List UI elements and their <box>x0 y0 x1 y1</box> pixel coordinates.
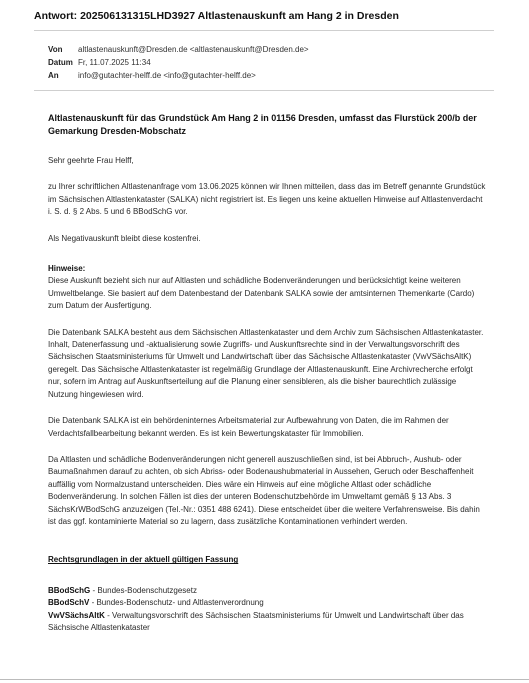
to-label: An <box>48 71 59 80</box>
law-text: - Bundes-Bodenschutzgesetz <box>90 585 197 595</box>
law-text: - Verwaltungsvorschrift des Sächsischen Staatsministeriums für Umwelt und Landwirtschaft über das Sächsische Altlastenkataster <box>48 610 464 632</box>
law-item <box>48 585 488 597</box>
from-label: Von <box>48 45 63 54</box>
from-row <box>48 45 309 54</box>
from-address[interactable]: altlastenauskunft@Dresden.de <altlastenauskunft@Dresden.de> <box>78 45 309 54</box>
header-divider <box>34 90 494 91</box>
to-address[interactable]: info@gutachter-helff.de <info@gutachter-helff.de> <box>78 71 256 80</box>
subject-divider <box>34 30 494 31</box>
paragraph-cost: Als Negativauskunft bleibt diese kostenfrei. <box>48 233 201 243</box>
date-label: Datum <box>48 58 73 67</box>
date-row <box>48 58 151 67</box>
email-body <box>48 112 488 634</box>
paragraph-salka: Die Datenbank SALKA besteht aus dem Sächsischen Altlastenkataster und dem Archiv zum Sächsischen Altlastenkataster. Inhalt, Datenerfassung und -aktualisierung sowie Zugriffs- und Auskunftsrechte sind in der Verwaltungsvorschrift des Sächsischen Staatsministeriums für Umwelt und Landwirtschaft über das Sächsische Altlastenkataster (VwVSächsAltK) geregelt. Das Sächsische Altlastenkataster ist regelmäßig Grundlage der Altlastenauskunft. Eine Archivrecherche erfolgt nur, sofern im Antrag auf Auskunftserteilung auf die Planung einer sensibleren, als die bisher baurechtlich zulässige Nutzung hingewiesen wird. <box>48 327 484 399</box>
law-text: - Bundes-Bodenschutz- und Altlastenverordnung <box>89 598 264 608</box>
bottom-divider <box>0 679 529 680</box>
paragraph-scope: Diese Auskunft bezieht sich nur auf Altlasten und schädliche Bodenveränderungen und berücksichtigt keine weiteren Umweltbelange. Sie basiert auf dem Datenbestand der Datenbank SALKA sowie der amtsinternen Themenkarte (Cardo) zum Datum der Ausfertigung. <box>48 276 475 311</box>
paragraph-internal: Die Datenbank SALKA ist ein behördeninternes Arbeitsmaterial zur Aufbewahrung von Daten, die im Rahmen der Verdachtsfallbearbeitung bekannt werden. Es ist kein Bewertungskataster für Immobilien. <box>48 416 449 438</box>
law-abbr: BBodSchG <box>48 585 91 595</box>
legal-heading: Rechtsgrundlagen in der aktuell gültigen Fassung <box>48 555 239 565</box>
date-value: Fr, 11.07.2025 11:34 <box>78 58 151 67</box>
law-item <box>48 610 488 635</box>
salutation: Sehr geehrte Frau Helff, <box>48 156 134 165</box>
hinweise-heading: Hinweise: <box>48 264 86 274</box>
to-row <box>48 71 256 80</box>
paragraph-result: zu Ihrer schriftlichen Altlastenanfrage vom 13.06.2025 können wir Ihnen mitteilen, dass das im Betreff genannte Grundstück im Sächsischen Altlastenkataster (SALKA) nicht registriert ist. Es liegen uns keine aktuellen Hinweise auf Altlastenverdacht i. S. d. § 2 Abs. 5 und 6 BBodSchG vor. <box>48 182 486 217</box>
law-abbr: BBodSchV <box>48 598 90 608</box>
law-abbr: VwVSächsAltK <box>48 610 105 620</box>
letter-title: Altlastenauskunft für das Grundstück Am Hang 2 in 01156 Dresden, umfasst das Flurstück 200/b der Gemarkung Dresden-Mobschatz <box>48 113 477 136</box>
law-item <box>48 597 488 609</box>
paragraph-notification: Da Altlasten und schädliche Bodenveränderungen nicht generell auszuschließen sind, ist bei Abbruch-, Aushub- oder Baumaßnahmen darauf zu achten, ob sich Abriss- oder Bodenaushubmaterial in Aussehen, Geruch oder Beschaffenheit auffällig vom Normalzustand unterscheiden. Dies wäre ein Hinweis auf eine mögliche Altlast oder schädliche Bodenveränderung. In solchen Fällen ist dies der unteren Bodenschutzbehörde im Umweltamt gemäß § 13 Abs. 3 SächsKrWBodSchG anzuzeigen (Tel.-Nr.: 0351 488 6241). Diese entscheidet über die weitere Verfahrensweise. Bis dahin ist das ggf. kontaminierte Material so zu lagern, dass zusätzliche Kontaminationen verhindert werden. <box>48 454 480 526</box>
email-subject: Antwort: 202506131315LHD3927 Altlastenauskunft am Hang 2 in Dresden <box>34 10 399 22</box>
